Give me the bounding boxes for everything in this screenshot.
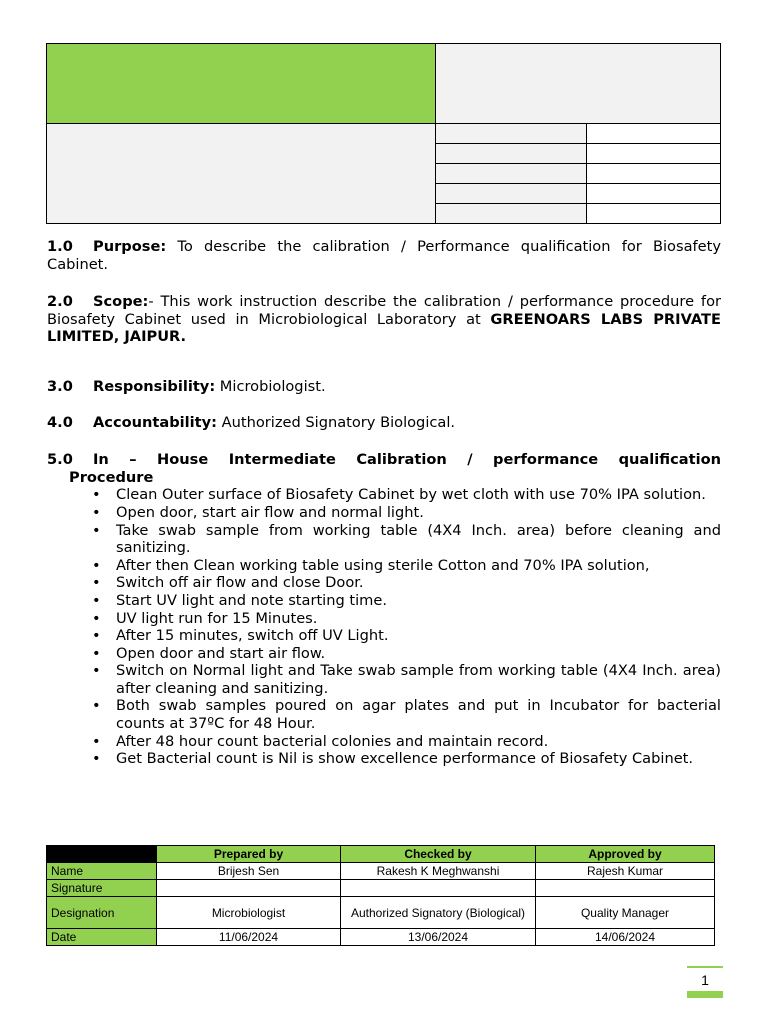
page-number-rule bbox=[687, 966, 723, 968]
document-body bbox=[47, 238, 721, 768]
table-row bbox=[47, 880, 715, 897]
list-item: • Take swab sample from working table (4X4 Inch. area) before cleaning and sanitizing. bbox=[116, 522, 721, 557]
header-grid-row bbox=[436, 184, 720, 204]
procedure-steps bbox=[47, 486, 721, 768]
table-row bbox=[47, 897, 715, 929]
section-scope bbox=[47, 293, 721, 346]
header-info-area bbox=[47, 124, 436, 223]
list-item: • UV light run for 15 Minutes. bbox=[116, 610, 721, 628]
table-corner-cell bbox=[47, 846, 157, 863]
column-header: Prepared by bbox=[157, 846, 341, 863]
section-purpose bbox=[47, 238, 721, 273]
section-number: 1.0 bbox=[47, 238, 73, 255]
table-cell: 13/06/2024 bbox=[341, 929, 536, 946]
section-text: - This work instruction describe the calibration / performance procedure for Biosafety Cabinet used in Microbiological Laboratory at bbox=[47, 293, 721, 328]
list-item: • Get Bacterial count is Nil is show excellence performance of Biosafety Cabinet. bbox=[116, 750, 721, 768]
header-title-area bbox=[436, 44, 720, 124]
list-item: • After 48 hour count bacterial colonies and maintain record. bbox=[116, 733, 721, 751]
section-number: 5.0 bbox=[47, 451, 73, 469]
section-heading-continuation: Procedure bbox=[69, 468, 154, 486]
row-label: Name bbox=[47, 863, 157, 880]
header-grid-row bbox=[436, 204, 720, 223]
list-item: • After then Clean working table using sterile Cotton and 70% IPA solution, bbox=[116, 557, 721, 575]
list-item: • Open door and start air flow. bbox=[116, 645, 721, 663]
column-header: Checked by bbox=[341, 846, 536, 863]
section-accountability bbox=[47, 414, 721, 432]
row-label: Designation bbox=[47, 897, 157, 929]
header-grid-label-cell bbox=[436, 164, 587, 183]
header-control-grid bbox=[436, 124, 720, 223]
section-label: Responsibility: bbox=[93, 377, 216, 395]
list-item: • After 15 minutes, switch off UV Light. bbox=[116, 627, 721, 645]
company-name: GREENOARS LABS PRIVATE LIMITED, JAIPUR. bbox=[47, 310, 721, 346]
header-grid-value-cell bbox=[587, 164, 720, 183]
header-grid-value-cell bbox=[587, 184, 720, 203]
column-header: Approved by bbox=[536, 846, 715, 863]
table-cell: Brijesh Sen bbox=[157, 863, 341, 880]
section-heading: In – House Intermediate Calibration / performance qualification bbox=[93, 451, 721, 469]
header-grid-row bbox=[436, 124, 720, 144]
section-number: 2.0 bbox=[47, 293, 73, 311]
table-row bbox=[47, 863, 715, 880]
row-label: Date bbox=[47, 929, 157, 946]
table-cell: Authorized Signatory (Biological) bbox=[341, 897, 536, 929]
header-grid-row bbox=[436, 164, 720, 184]
section-label: Accountability: bbox=[93, 413, 218, 431]
table-cell: Rakesh K Meghwanshi bbox=[341, 863, 536, 880]
section-number: 4.0 bbox=[47, 413, 73, 431]
section-text: Microbiologist. bbox=[215, 377, 326, 395]
signature-cell bbox=[341, 880, 536, 897]
list-item: • Start UV light and note starting time. bbox=[116, 592, 721, 610]
section-text: To describe the calibration / Performance qualification for Biosafety Cabinet. bbox=[47, 238, 721, 273]
section-number: 3.0 bbox=[47, 377, 73, 395]
header-grid-value-cell bbox=[587, 124, 720, 143]
section-responsibility bbox=[47, 378, 721, 396]
list-item: • Clean Outer surface of Biosafety Cabinet by wet cloth with use 70% IPA solution. bbox=[116, 486, 721, 504]
page-number: 1 bbox=[701, 972, 709, 988]
header-logo-area bbox=[47, 44, 436, 124]
header-grid-value-cell bbox=[587, 144, 720, 163]
section-procedure-heading bbox=[47, 451, 721, 469]
table-row bbox=[47, 929, 715, 946]
page-number-box bbox=[687, 966, 723, 998]
section-text: Authorized Signatory Biological. bbox=[217, 413, 456, 431]
section-label: Purpose: bbox=[93, 238, 167, 255]
list-item: • Both swab samples poured on agar plates and put in Incubator for bacterial counts at 37ºC for 48 Hour. bbox=[116, 697, 721, 732]
header-grid-label-cell bbox=[436, 204, 587, 223]
table-cell: 14/06/2024 bbox=[536, 929, 715, 946]
list-item: • Open door, start air flow and normal light. bbox=[116, 504, 721, 522]
header-grid-label-cell bbox=[436, 124, 587, 143]
header-grid-label-cell bbox=[436, 144, 587, 163]
header-grid-value-cell bbox=[587, 204, 720, 223]
page-number-bar bbox=[687, 991, 723, 998]
table-cell: Microbiologist bbox=[157, 897, 341, 929]
header-grid-row bbox=[436, 144, 720, 164]
table-header-row bbox=[47, 846, 715, 863]
signature-cell bbox=[157, 880, 341, 897]
list-item: • Switch on Normal light and Take swab sample from working table (4X4 Inch. area) after cleaning and sanitizing. bbox=[116, 662, 721, 697]
table-cell: Rajesh Kumar bbox=[536, 863, 715, 880]
approval-table bbox=[46, 845, 715, 946]
section-label: Scope: bbox=[93, 293, 149, 311]
table-cell: Quality Manager bbox=[536, 897, 715, 929]
document-header bbox=[46, 43, 721, 224]
table-cell: 11/06/2024 bbox=[157, 929, 341, 946]
header-grid-label-cell bbox=[436, 184, 587, 203]
signature-cell bbox=[536, 880, 715, 897]
row-label: Signature bbox=[47, 880, 157, 897]
list-item: • Switch off air flow and close Door. bbox=[116, 574, 721, 592]
